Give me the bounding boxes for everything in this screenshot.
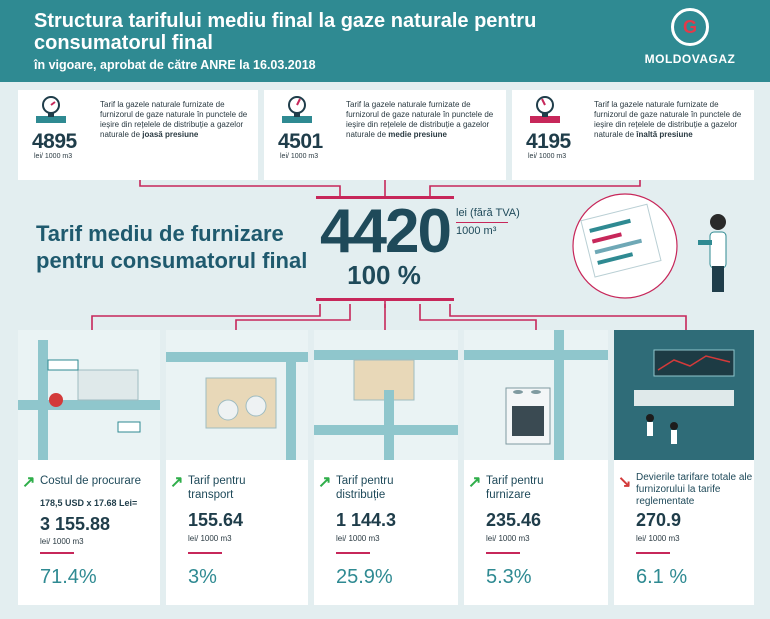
- average-unit-currency: lei (fără TVA): [456, 207, 520, 219]
- component-percent: 25.9%: [336, 566, 393, 588]
- component-card-distribution: [314, 330, 458, 605]
- tariff-description: Tarif la gazele naturale furnizate de furnizorul de gaze naturale în punctele de ieșire din rețelele de distribuție a gazelor naturale de înaltă presiune: [594, 100, 742, 139]
- trend-down-icon: ↘: [618, 474, 632, 491]
- divider-line: [316, 298, 454, 301]
- component-value: 3 155.88: [40, 514, 111, 534]
- component-unit: lei/ 1000 m3: [40, 537, 84, 546]
- tariff-unit: lei/ 1000 m3: [280, 153, 319, 160]
- component-unit: lei/ 1000 m3: [636, 534, 680, 543]
- pipeline-illustration: [18, 330, 160, 460]
- tariff-unit: lei/ 1000 m3: [528, 153, 567, 160]
- average-unit-volume: 1000 m³: [456, 225, 497, 237]
- divider-line: [188, 552, 222, 554]
- component-unit: lei/ 1000 m3: [336, 534, 380, 543]
- trend-up-icon: ↗: [468, 474, 482, 491]
- divider-line: [486, 552, 520, 554]
- component-label: Tarif pentru transport: [188, 475, 246, 501]
- pressure-level: medie presiune: [388, 130, 447, 139]
- component-value: 1 144.3: [336, 510, 397, 530]
- pressure-level: înaltă presiune: [636, 130, 693, 139]
- trend-up-icon: ↗: [22, 474, 36, 491]
- component-percent: 3%: [188, 566, 217, 588]
- tariff-card-medium-pressure: [264, 90, 506, 180]
- trend-up-icon: ↗: [170, 474, 184, 491]
- tariff-value: 4501: [278, 130, 323, 153]
- tariff-value: 4195: [526, 130, 571, 153]
- average-tariff-percent: 100 %: [347, 260, 421, 290]
- compressor-station-illustration: [166, 330, 308, 460]
- tariff-value: 4895: [32, 130, 77, 153]
- component-label: Tarif pentru distribuție: [336, 475, 394, 501]
- gas-stove-illustration: [464, 330, 608, 460]
- logo-mark-icon: G: [671, 8, 709, 46]
- component-percent: 5.3%: [486, 566, 532, 588]
- component-label: Tarif pentru furnizare: [486, 475, 544, 501]
- component-card-supply: [464, 330, 608, 605]
- control-room-illustration: [614, 330, 754, 460]
- component-card-deviations: [614, 330, 754, 605]
- component-percent: 71.4%: [40, 566, 97, 588]
- average-tariff-title: Tarif mediu de furnizare pentru consumatorul final: [36, 221, 308, 273]
- component-value: 235.46: [486, 510, 542, 530]
- divider-line: [336, 552, 370, 554]
- distribution-station-illustration: [314, 330, 458, 460]
- logo-text: MOLDOVAGAZ: [644, 52, 736, 66]
- component-card-transport: [166, 330, 308, 605]
- gas-meter-icon: [36, 96, 66, 128]
- unit-fraction-line: [456, 222, 508, 223]
- tariff-card-high-pressure: [512, 90, 754, 180]
- component-unit: lei/ 1000 m3: [188, 534, 232, 543]
- component-formula: 178,5 USD x 17.68 Lei=: [40, 498, 138, 508]
- component-percent: 6.1 %: [636, 566, 688, 588]
- divider-line: [636, 552, 670, 554]
- tariff-card-low-pressure: [18, 90, 258, 180]
- analyst-illustration: [573, 194, 726, 298]
- pressure-level: joasă presiune: [142, 130, 199, 139]
- divider-line: [40, 552, 74, 554]
- gas-meter-icon: [530, 96, 560, 128]
- component-value: 155.64: [188, 510, 244, 530]
- tariff-description: Tarif la gazele naturale furnizate de furnizorul de gaze naturale în punctele de ieșire din rețelele de distribuție a gazelor naturale de joasă presiune: [100, 100, 248, 139]
- component-value: 270.9: [636, 510, 682, 530]
- average-tariff-value: 4420: [320, 197, 450, 266]
- page-title: Structura tarifului mediu final la gaze naturale pentru consumatorul final: [34, 10, 537, 54]
- component-unit: lei/ 1000 m3: [486, 534, 530, 543]
- gas-meter-icon: [282, 96, 312, 128]
- tariff-unit: lei/ 1000 m3: [34, 153, 73, 160]
- trend-up-icon: ↗: [318, 474, 332, 491]
- component-card-procurement: [18, 330, 160, 605]
- tariff-description: Tarif la gazele naturale furnizate de furnizorul de gaze naturale în punctele de ieșire din rețelele de distribuție a gazelor naturale de medie presiune: [346, 100, 494, 139]
- component-label: Costul de procurare: [40, 475, 141, 487]
- page-subtitle: în vigoare, aprobat de către ANRE la 16.03.2018: [34, 58, 316, 72]
- component-label: Devierile tarifare totale ale furnizorului la tarife reglementate: [636, 472, 753, 507]
